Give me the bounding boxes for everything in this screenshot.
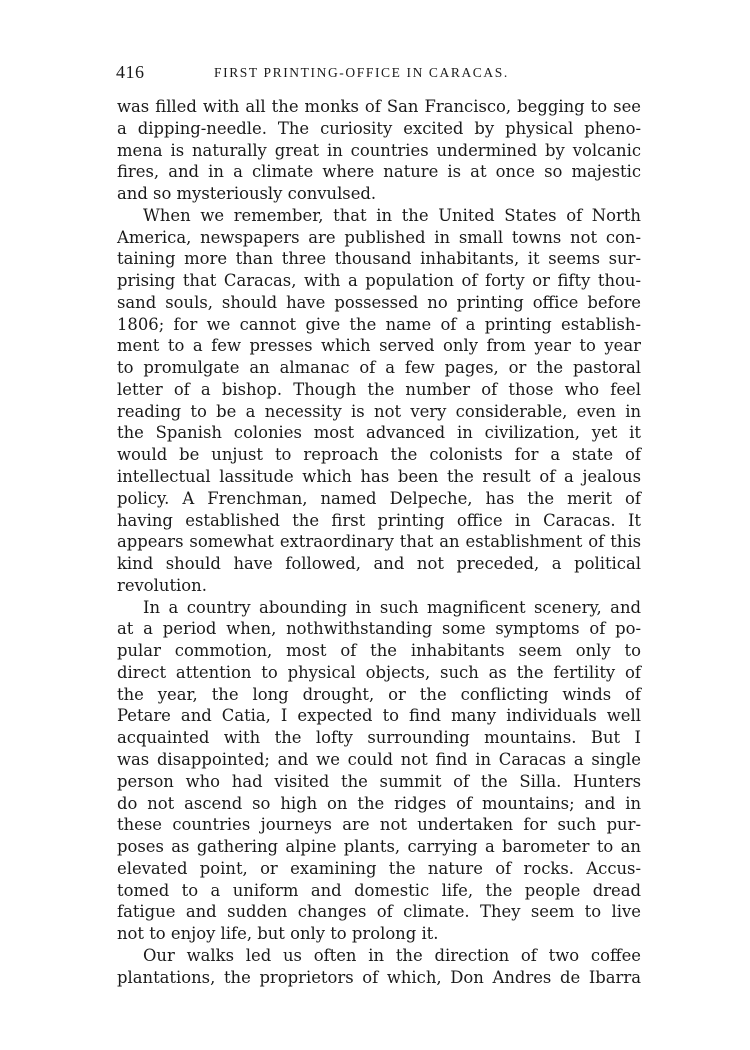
text-line: reading to be a necessity is not very considerable, even in (117, 401, 641, 421)
text-line: was disappointed; and we could not find in Caracas a single (117, 749, 641, 769)
text-line: the Spanish colonies most advanced in civilization, yet it (117, 423, 641, 443)
text-line: mena is naturally great in countries undermined by volcanic (117, 140, 641, 160)
text-line: the year, the long drought, or the conflicting winds of (117, 684, 641, 704)
text-line: a dipping-needle. The curiosity excited by physical pheno- (117, 118, 641, 138)
text-line: fires, and in a climate where nature is at once so majestic (117, 162, 641, 182)
text-line: to promulgate an almanac of a few pages, or the pastoral (117, 358, 641, 378)
text-line: policy. A Frenchman, named Delpeche, has the merit of (117, 488, 641, 508)
text-line: and so mysteriously convulsed. (117, 184, 377, 204)
running-head: FIRST PRINTING-OFFICE IN CARACAS. (214, 65, 509, 80)
paragraph-first-line: Our walks led us often in the direction of two coffee (143, 945, 641, 965)
text-line: taining more than three thousand inhabitants, it seems sur- (117, 249, 641, 269)
text-line: plantations, the proprietors of which, Don Andres de Ibarra (117, 967, 641, 987)
text-line: at a period when, nothwithstanding some symptoms of po- (117, 619, 641, 639)
text-line: 1806; for we cannot give the name of a printing establish- (117, 314, 641, 334)
text-line: having established the first printing office in Caracas. It (117, 510, 641, 530)
text-line: revolution. (117, 575, 207, 595)
text-line: prising that Caracas, with a population of forty or fifty thou- (117, 271, 641, 291)
text-line: direct attention to physical objects, such as the fertility of (117, 662, 641, 682)
text-line: tomed to a uniform and domestic life, the people dread (117, 880, 641, 900)
text-line: intellectual lassitude which has been the result of a jealous (117, 467, 641, 487)
text-line: do not ascend so high on the ridges of mountains; and in (117, 793, 641, 813)
text-line: ment to a few presses which served only from year to year (117, 336, 641, 356)
text-line: letter of a bishop. Though the number of those who feel (117, 379, 641, 399)
text-line: Petare and Catia, I expected to find many individuals well (117, 706, 641, 726)
text-line: sand souls, should have possessed no printing office before (117, 292, 641, 312)
text-line: would be unjust to reproach the colonists for a state of (117, 445, 641, 465)
text-line: fatigue and sudden changes of climate. They seem to live (117, 902, 641, 922)
paragraph-first-line: In a country abounding in such magnificent scenery, and (143, 597, 641, 617)
text-line: these countries journeys are not undertaken for such pur- (117, 815, 641, 835)
text-line: not to enjoy life, but only to prolong it. (117, 924, 439, 944)
text-line: America, newspapers are published in small towns not con- (117, 227, 641, 247)
text-line: appears somewhat extraordinary that an establishment of this (117, 532, 641, 552)
text-line: acquainted with the lofty surrounding mountains. But I (117, 728, 641, 748)
text-line: person who had visited the summit of the Silla. Hunters (117, 771, 641, 791)
text-line: was filled with all the monks of San Francisco, begging to see (117, 97, 641, 116)
body-text (117, 96, 641, 988)
paragraph-first-line: When we remember, that in the United States of North (143, 205, 641, 225)
page-number: 416 (116, 62, 145, 82)
text-line: poses as gathering alpine plants, carrying a barometer to an (117, 837, 641, 857)
text-line: kind should have followed, and not preceded, a political (117, 554, 641, 574)
text-line: elevated point, or examining the nature of rocks. Accus- (117, 858, 641, 878)
text-line: pular commotion, most of the inhabitants seem only to (117, 641, 641, 661)
page-header (116, 60, 642, 86)
